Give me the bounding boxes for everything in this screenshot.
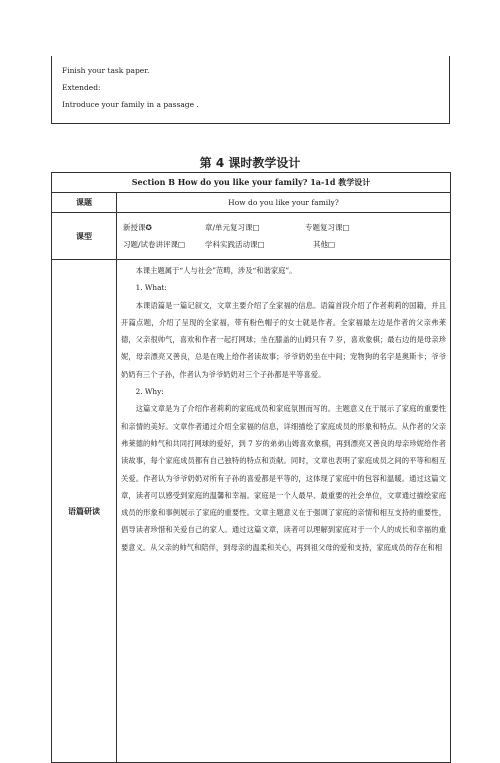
analysis-what-heading: 1. What: xyxy=(135,283,167,293)
lesson-types xyxy=(117,213,451,260)
task-line-extended: Extended: xyxy=(62,83,101,92)
type-practice-activity: 学科实践活动课□ xyxy=(205,240,265,249)
analysis-label: 语篇研读 xyxy=(52,260,117,763)
task-line-finish: Finish your task paper. xyxy=(62,66,150,75)
analysis-theme: 本课主题属于“人与社会”范畴，涉及“和谐家庭”。 xyxy=(135,266,297,275)
type-unit-review: 章/单元复习课□ xyxy=(205,223,260,232)
table-caption: Section B How do you like your family? 1a-1d 教学设计 xyxy=(52,173,451,193)
lesson-design-table xyxy=(51,172,451,763)
type-other: 其他□ xyxy=(313,240,336,249)
analysis-what-body: 本课语篇是一篇记叙文，文章主要介绍了全家福的信息。语篇首段介绍了作者莉莉的国籍，并且开篇点题，介绍了呈现的全家福，带有粉色帽子的女士就是作者。全家福最左边是作者的父亲弗莱德，父亲很帅气，喜欢和作者一起打网球；坐在膝盖的山姆只有 7 岁，喜欢象棋；最右边的是母亲珍妮，母亲漂亮又善良，总是在晚上给作者读故事；爷爷奶奶坐在中间；宠物狗的名字是奥斯卡；爷爷奶奶有三个子孙，作者认为爷爷奶奶对三个子孙都是平等喜爱。 xyxy=(121,300,446,379)
analysis-why-heading: 2. Why: xyxy=(135,387,164,397)
text-analysis xyxy=(117,260,451,763)
type-label: 课型 xyxy=(52,213,117,260)
extended-task-box xyxy=(51,56,450,124)
topic-value: How do you like your family? xyxy=(117,193,451,213)
task-line-introduce: Introduce your family in a passage . xyxy=(62,100,199,109)
type-new-lesson: 新授课✪ xyxy=(123,223,152,232)
topic-label: 课题 xyxy=(52,193,117,213)
lesson-heading: 第 4 课时教学设计 xyxy=(199,156,301,170)
type-topic-review: 专题复习课□ xyxy=(305,223,350,232)
type-exercise-review: 习题/试卷讲评课□ xyxy=(123,240,186,249)
analysis-why-body: 这篇文章是为了介绍作者莉莉的家庭成员和家庭氛围而写的。主题意义在于展示了家庭的重要性和亲情的美好。文章作者通过介绍全家福的信息，详细描绘了家庭成员的形象和特点。从作者的父亲弗莱德的帅气和共同打网球的爱好，到 7 岁的弟弟山姆喜欢象棋，再到漂亮又善良的母亲珍妮给作者读故事，每个家庭成员都有自己独特的特点和贡献。同时，文章也表明了家庭成员之间的平等和相互关爱。作者认为爷爷奶奶对所有子孙的喜爱都是平等的，这体现了家庭中的包容和温暖。通过这篇文章，读者可以感受到家庭的温馨和幸福。家庭是一个人最早、最重要的社会单位，文章通过描绘家庭成员的形象和事例展示了家庭的重要性。文章主题意义在于强调了家庭的亲情和相互支持的重要性，倡导读者珍惜和关爱自己的家人。通过这篇文章，读者可以理解到家庭对于一个人的成长和幸福的重要意义。从父亲的帅气和陪伴，到母亲的温柔和关心，再到祖父母的爱和支持，家庭成员的存在和相 xyxy=(121,404,446,552)
